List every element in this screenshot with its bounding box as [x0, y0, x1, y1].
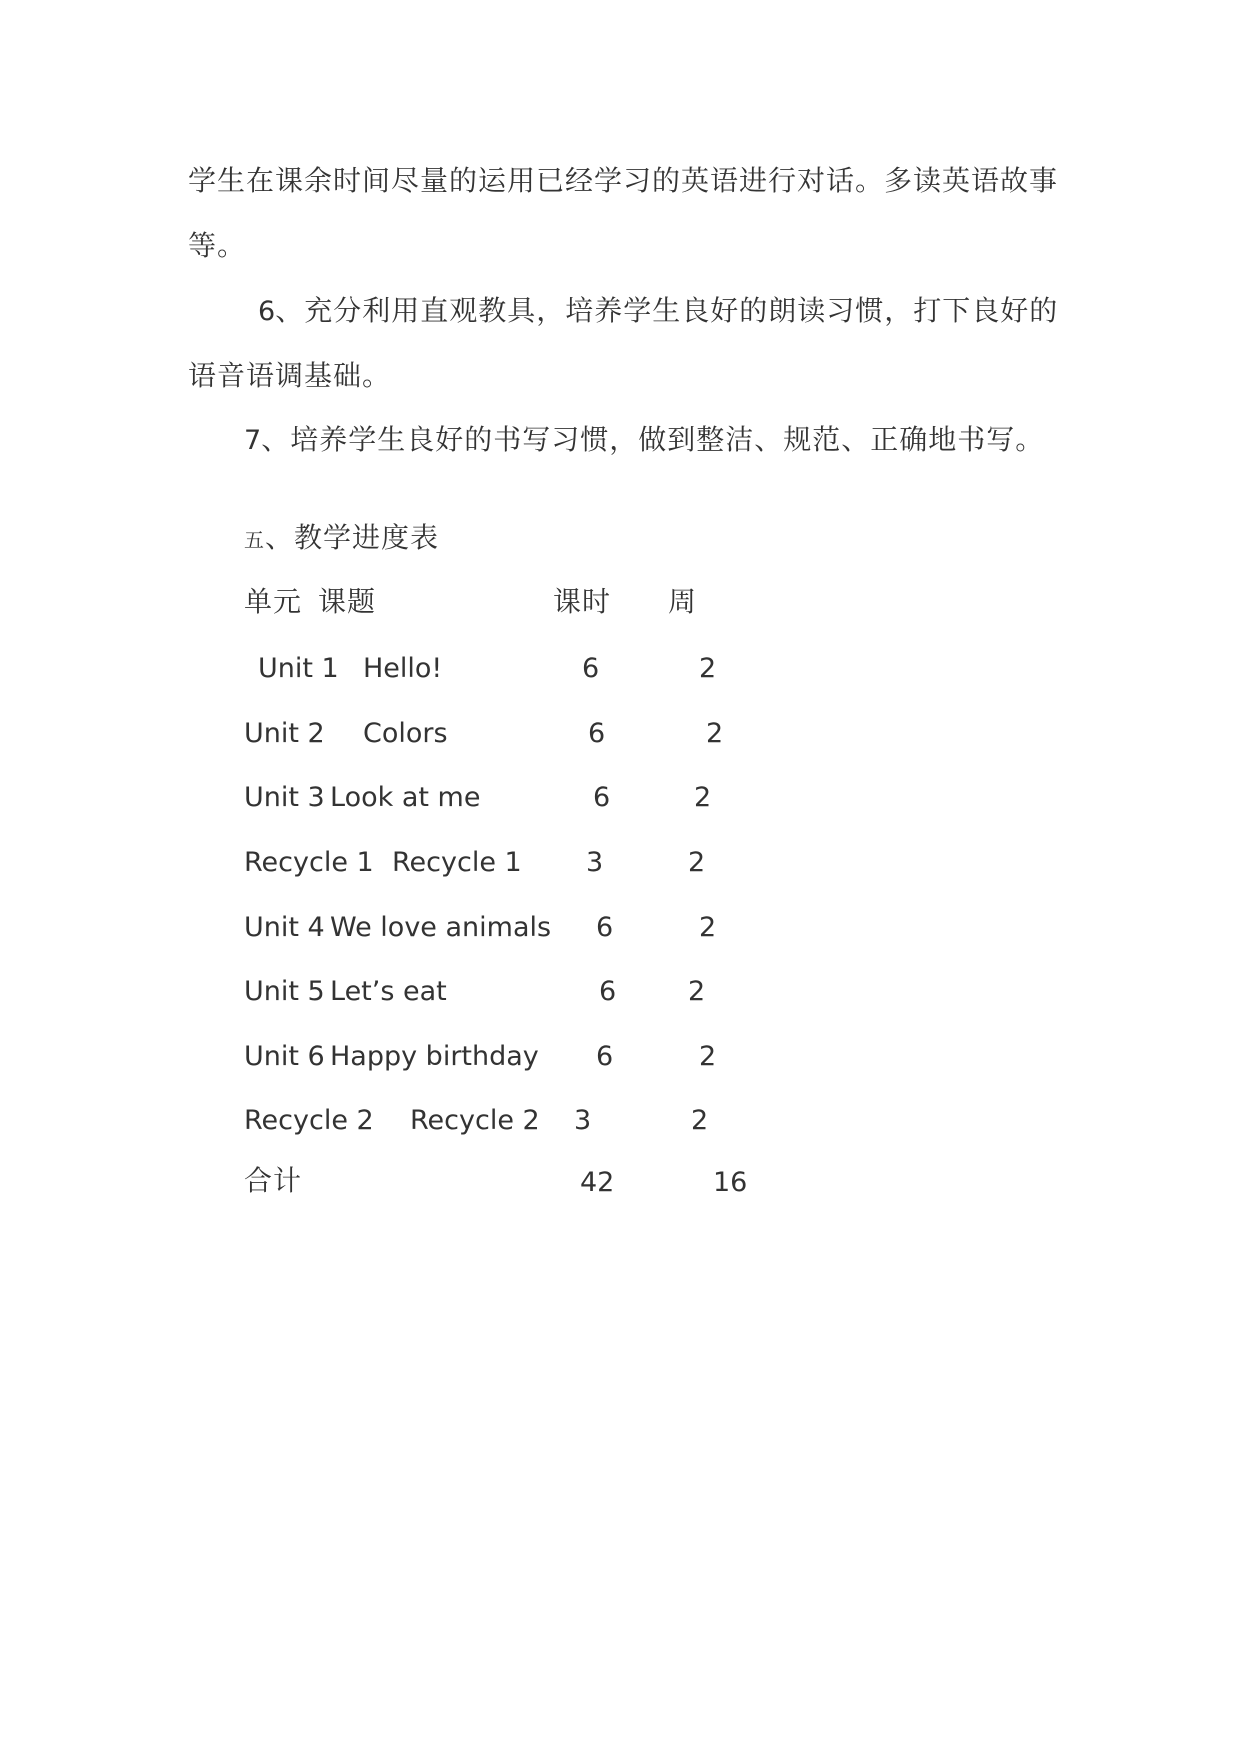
total-weeks: 16: [713, 1167, 748, 1198]
paragraph-7-line-1: [244, 423, 1045, 456]
header-weeks: 周: [668, 585, 698, 618]
row-hours: 6: [596, 912, 614, 943]
section-title: 、教学进度表: [265, 521, 440, 554]
row-hours: 6: [596, 1041, 614, 1072]
row-topic: Happy birthday: [330, 1041, 539, 1072]
header-hours: 课时: [553, 585, 612, 618]
row-topic: Look at me: [330, 782, 481, 813]
row-unit: Unit 2: [244, 718, 325, 749]
row-weeks: 2: [699, 1041, 717, 1072]
row-weeks: 2: [694, 782, 712, 813]
section-heading: [244, 521, 440, 554]
row-unit: Unit 6: [244, 1041, 325, 1072]
row-hours: 6: [582, 653, 600, 684]
row-hours: 3: [586, 847, 604, 878]
row-topic: Colors: [363, 718, 448, 749]
total-hours: 42: [580, 1167, 615, 1198]
row-topic: We love animals: [330, 912, 552, 943]
row-hours: 3: [574, 1105, 592, 1136]
header-topic: 课题: [318, 585, 377, 618]
row-weeks: 2: [688, 976, 706, 1007]
row-weeks: 2: [706, 718, 724, 749]
row-topic: Let’s eat: [330, 976, 447, 1007]
paragraph-6-text: 、充分利用直观教具，培养学生良好的朗读习惯，打下良好的: [275, 294, 1059, 327]
paragraph-6-number: 6: [258, 296, 276, 327]
row-weeks: 2: [688, 847, 706, 878]
row-hours: 6: [588, 718, 606, 749]
row-hours: 6: [593, 782, 611, 813]
row-topic: Recycle 2: [410, 1105, 540, 1136]
paragraph-6-line-2: 语音语调基础。: [188, 359, 392, 392]
header-unit: 单元: [244, 585, 303, 618]
paragraph-6-line-1: [258, 294, 1059, 327]
row-unit: Recycle 2: [244, 1105, 374, 1136]
row-unit: Unit 5: [244, 976, 325, 1007]
paragraph-7-number: 7: [244, 425, 262, 456]
paragraph-5-line-2: 等。: [188, 229, 247, 262]
row-hours: 6: [599, 976, 617, 1007]
row-topic: Recycle 1: [392, 847, 522, 878]
section-number: 五: [244, 528, 265, 552]
row-unit: Recycle 1: [244, 847, 374, 878]
row-unit: Unit 1: [258, 653, 339, 684]
row-weeks: 2: [691, 1105, 709, 1136]
paragraph-5-line-1: 学生在课余时间尽量的运用已经学习的英语进行对话。多读英语故事: [188, 164, 1059, 197]
row-unit: Unit 3: [244, 782, 325, 813]
paragraph-7-text: 、培养学生良好的书写习惯，做到整洁、规范、正确地书写。: [261, 423, 1045, 456]
row-weeks: 2: [699, 653, 717, 684]
total-label: 合计: [244, 1164, 303, 1197]
row-topic: Hello!: [363, 653, 443, 684]
row-weeks: 2: [699, 912, 717, 943]
row-unit: Unit 4: [244, 912, 325, 943]
